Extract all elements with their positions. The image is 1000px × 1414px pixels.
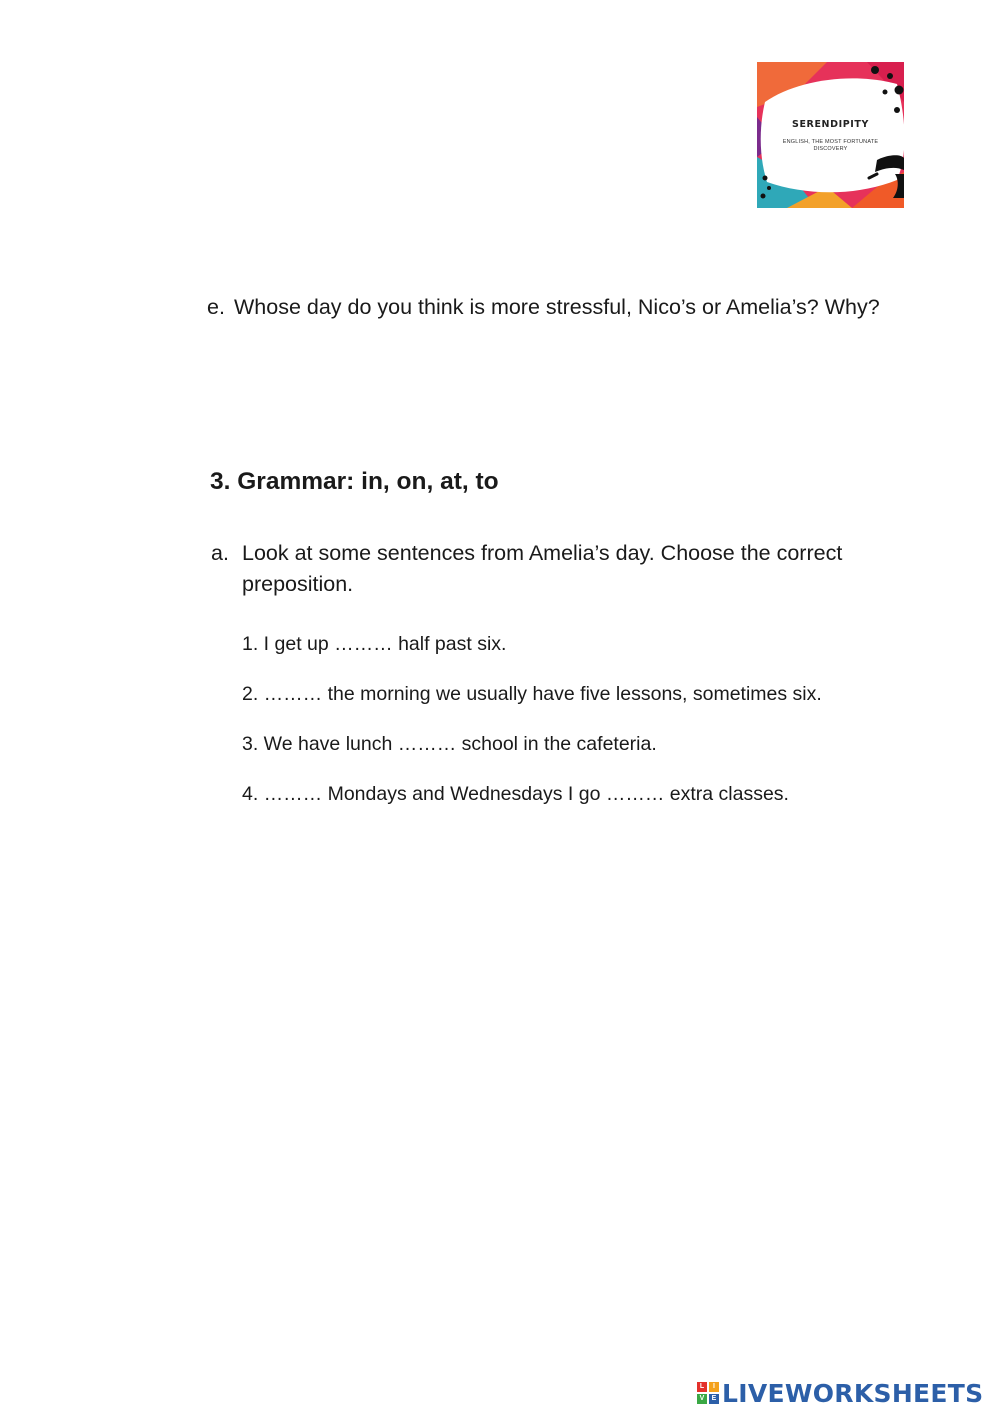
- section-title: 3. Grammar: in, on, at, to: [210, 468, 499, 495]
- liveworksheets-logo[interactable]: [697, 1376, 983, 1410]
- serendipity-logo: [757, 62, 904, 208]
- question-e-marker: e.: [207, 295, 225, 319]
- instruction-a-marker: a.: [211, 541, 229, 565]
- logo-title: SERENDIPITY: [792, 119, 869, 130]
- logo-artwork: [757, 62, 904, 208]
- brand-name: LIVEWORKSHEETS: [722, 1378, 984, 1408]
- block-i: I: [709, 1382, 719, 1392]
- block-e: E: [709, 1394, 719, 1404]
- block-l: L: [697, 1382, 707, 1392]
- logo-subtitle: ENGLISH, THE MOST FORTUNATE DISCOVERY: [782, 139, 879, 152]
- instruction-a: [211, 538, 931, 600]
- sentence-4: 4. ……… Mondays and Wednesdays I go ……… extra classes.: [242, 783, 789, 805]
- question-e-text: Whose day do you think is more stressful, Nico’s or Amelia’s? Why?: [234, 295, 880, 319]
- block-v: V: [697, 1394, 707, 1404]
- sentence-2: 2. ……… the morning we usually have five lessons, sometimes six.: [242, 683, 822, 705]
- sentence-1: 1. I get up ……… half past six.: [242, 633, 507, 655]
- instruction-a-text: Look at some sentences from Amelia’s day. Choose the correct preposition.: [242, 541, 843, 596]
- sentence-list: [242, 630, 822, 830]
- sentence-3: 3. We have lunch ……… school in the cafeteria.: [242, 733, 657, 755]
- liveworksheets-blocks-icon: [697, 1382, 719, 1404]
- question-e: [207, 292, 907, 323]
